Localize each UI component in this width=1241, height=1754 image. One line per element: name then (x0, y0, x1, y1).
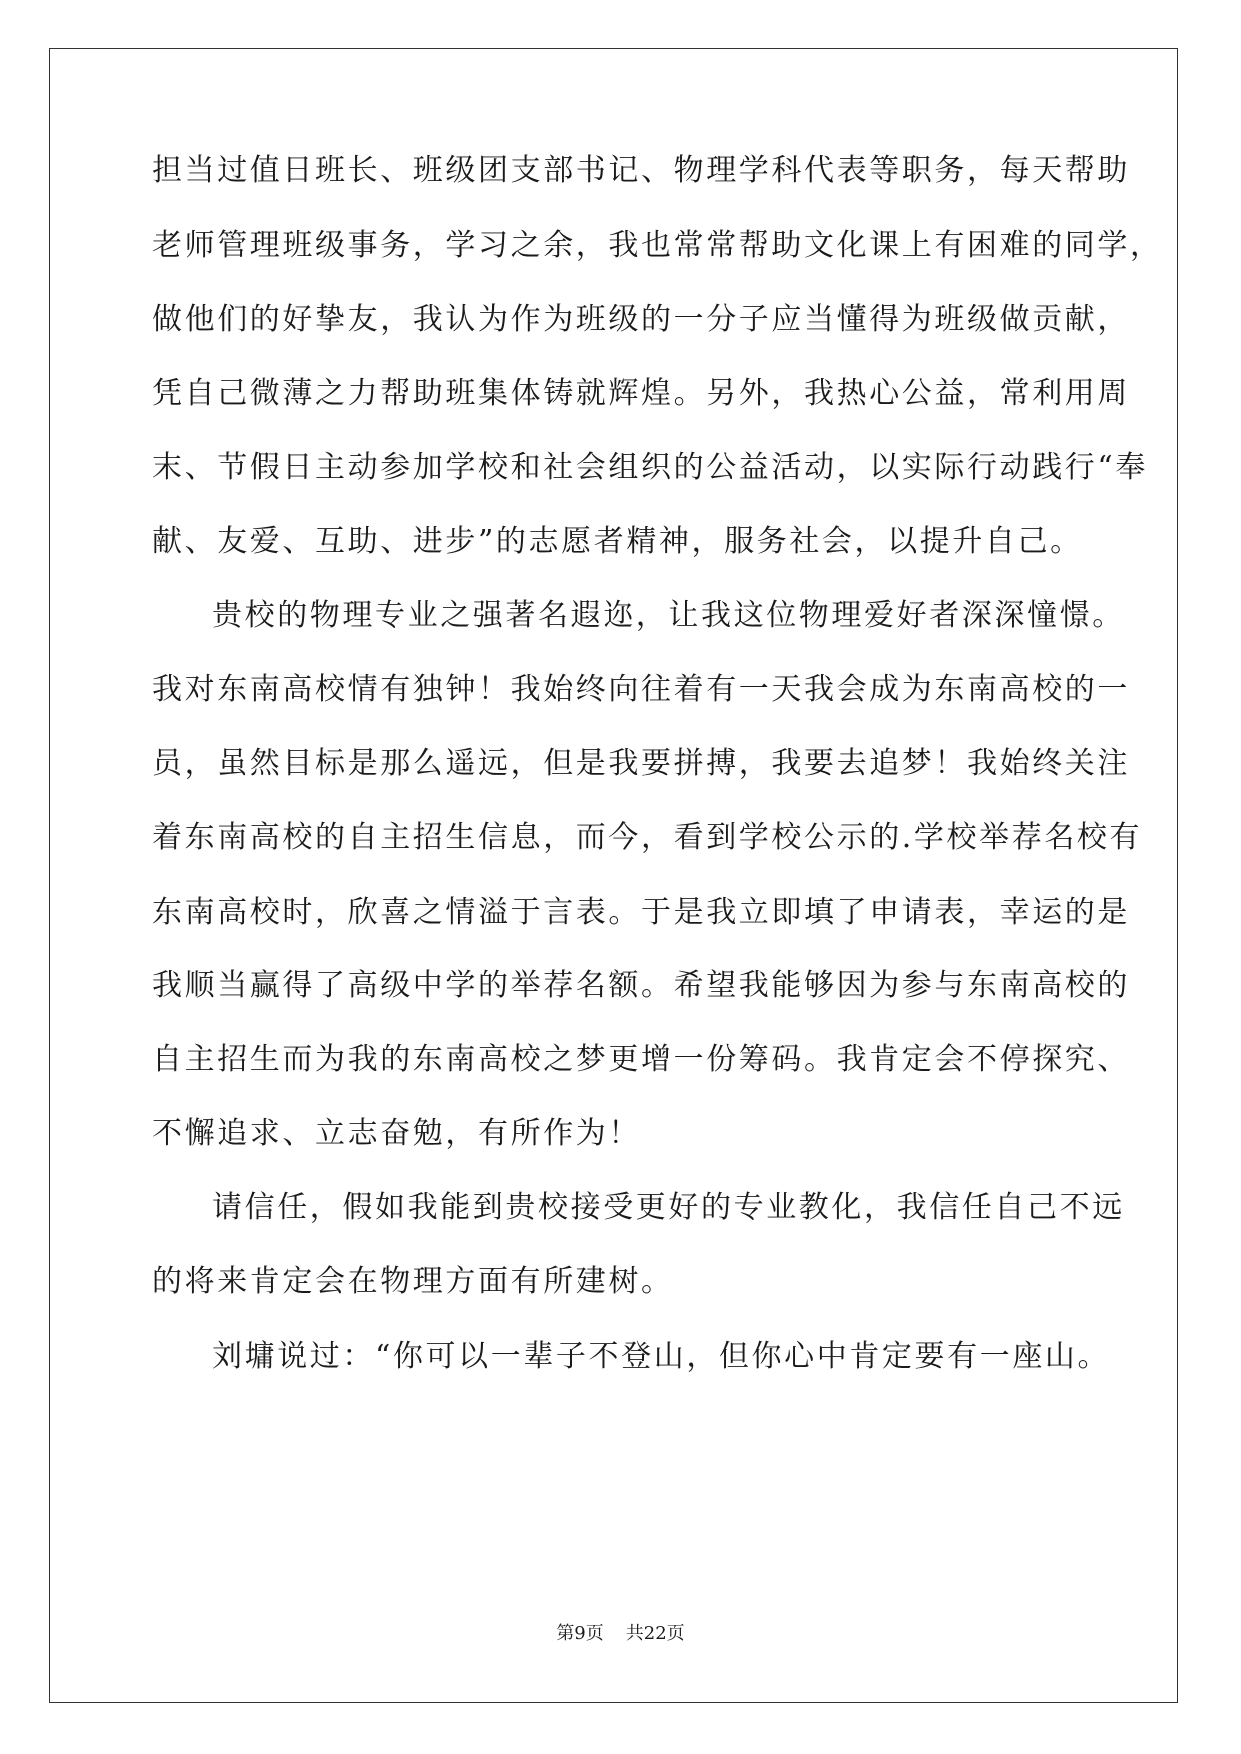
text-line: 员，虽然目标是那么遥远，但是我要拼搏，我要去追梦！我始终关注 (152, 746, 1130, 781)
text-line: 我顺当赢得了高级中学的举荐名额。希望我能够因为参与东南高校的 (152, 968, 1130, 1003)
text-line: 我对东南高校情有独钟！我始终向往着有一天我会成为东南高校的一 (152, 672, 1130, 707)
text-line: 担当过值日班长、班级团支部书记、物理学科代表等职务，每天帮助 (152, 153, 1130, 188)
page-number-current: 第9页 (556, 1623, 604, 1644)
paragraph-first-line: 请信任，假如我能到贵校接受更好的专业教化，我信任自己不远 (212, 1190, 1125, 1225)
text-line: 自主招生而为我的东南高校之梦更增一份筹码。我肯定会不停探究、 (152, 1042, 1130, 1077)
text-line: 不懈追求、立志奋勉，有所作为！ (152, 1116, 641, 1151)
text-line: 末、节假日主动参加学校和社会组织的公益活动，以实际行动践行“奉 (152, 450, 1148, 485)
page-footer (0, 1622, 1241, 1646)
page-border (49, 48, 1178, 1703)
page-number-total: 共22页 (625, 1623, 685, 1644)
text-line: 老师管理班级事务，学习之余，我也常常帮助文化课上有困难的同学， (152, 228, 1163, 263)
text-line: 着东南高校的自主招生信息，而今，看到学校公示的.学校举荐名校有 (152, 820, 1143, 855)
text-line: 献、友爱、互助、进步”的志愿者精神，服务社会，以提升自己。 (152, 524, 1083, 559)
text-line: 凭自己微薄之力帮助班集体铸就辉煌。另外，我热心公益，常利用周 (152, 376, 1130, 411)
text-line: 东南高校时，欣喜之情溢于言表。于是我立即填了申请表，幸运的是 (152, 895, 1130, 930)
paragraph-first-line: 贵校的物理专业之强著名遐迩，让我这位物理爱好者深深憧憬。 (212, 598, 1125, 633)
paragraph-first-line: 刘墉说过：“你可以一辈子不登山，但你心中肯定要有一座山。 (212, 1339, 1111, 1374)
text-line: 做他们的好挚友，我认为作为班级的一分子应当懂得为班级做贡献， (152, 302, 1130, 337)
text-line: 的将来肯定会在物理方面有所建树。 (152, 1264, 674, 1299)
